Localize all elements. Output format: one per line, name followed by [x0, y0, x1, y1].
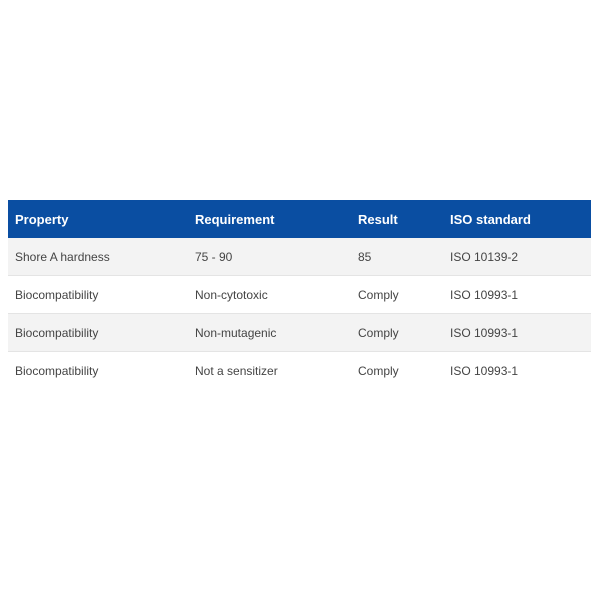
header-result: Result: [351, 200, 443, 238]
cell-result: Comply: [351, 352, 443, 390]
cell-requirement: 75 - 90: [188, 238, 351, 276]
table-row: [8, 314, 591, 352]
header-property: Property: [8, 200, 188, 238]
header-row: [8, 200, 591, 238]
cell-iso-standard: ISO 10139-2: [443, 238, 591, 276]
cell-result: Comply: [351, 314, 443, 352]
cell-iso-standard: ISO 10993-1: [443, 276, 591, 314]
table-row: [8, 352, 591, 390]
cell-result: 85: [351, 238, 443, 276]
cell-property: Biocompatibility: [8, 314, 188, 352]
cell-property: Shore A hardness: [8, 238, 188, 276]
cell-requirement: Not a sensitizer: [188, 352, 351, 390]
cell-iso-standard: ISO 10993-1: [443, 314, 591, 352]
table-body: [8, 238, 591, 389]
header-iso-standard: ISO standard: [443, 200, 591, 238]
specification-table: [8, 200, 591, 389]
header-requirement: Requirement: [188, 200, 351, 238]
cell-property: Biocompatibility: [8, 276, 188, 314]
cell-result: Comply: [351, 276, 443, 314]
cell-requirement: Non-mutagenic: [188, 314, 351, 352]
table-row: [8, 276, 591, 314]
table-row: [8, 238, 591, 276]
table-header: [8, 200, 591, 238]
cell-property: Biocompatibility: [8, 352, 188, 390]
cell-requirement: Non-cytotoxic: [188, 276, 351, 314]
cell-iso-standard: ISO 10993-1: [443, 352, 591, 390]
